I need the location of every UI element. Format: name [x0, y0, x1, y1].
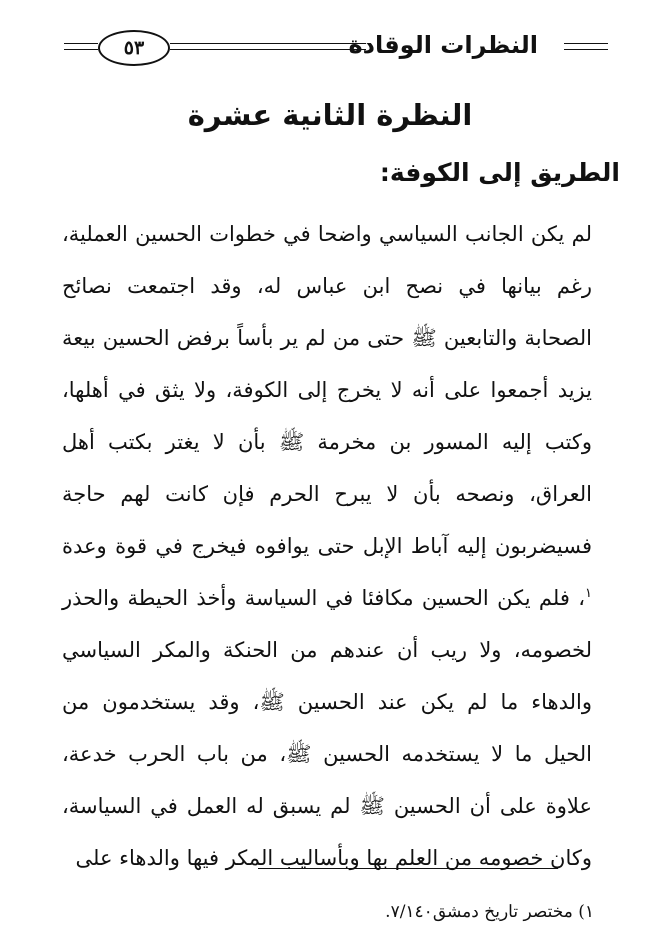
- running-header: [64, 28, 608, 70]
- body-line: يزيد أجمعوا على أنه لا يخرج إلى الكوفة، ولا يثق في أهلها،: [62, 378, 592, 402]
- section-title: الطريق إلى الكوفة:: [379, 158, 620, 187]
- body-line: لخصومه، ولا ريب أن عندهم من الحنكة والمكر السياسي: [62, 638, 592, 662]
- body-line: علاوة على أن الحسين ﷺ لم يسبق له العمل في السياسة،: [62, 794, 592, 818]
- body-line-text: ، فلم يكن الحسين مكافئا في السياسة وأخذ الحيطة والحذر: [62, 586, 586, 610]
- body-text: [62, 208, 592, 884]
- body-line: العراق، ونصحه بأن لا يبرح الحرم فإن كانت لهم حاجة: [62, 482, 592, 506]
- body-line: وكتب إليه المسور بن مخرمة ﷺ بأن لا يغتر بكتب أهل: [62, 430, 592, 454]
- header-rule: [564, 43, 608, 44]
- header-rule: [170, 43, 366, 44]
- footnote-reference[interactable]: ١: [585, 586, 592, 601]
- footnote-separator: [258, 868, 558, 869]
- body-line-with-footnote: [62, 572, 592, 624]
- body-line: والدهاء ما لم يكن عند الحسين ﷺ، وقد يستخدمون من: [62, 690, 592, 714]
- body-line: الصحابة والتابعين ﷺ حتى من لم ير بأساً برفض الحسين بيعة: [62, 326, 592, 350]
- footnote: ١) مختصر تاريخ دمشق٧/١٤٠.: [385, 902, 594, 922]
- body-line: الحيل ما لا يستخدمه الحسين ﷺ، من باب الحرب خدعة،: [62, 742, 592, 766]
- body-line: لم يكن الجانب السياسي واضحا في خطوات الحسين العملية،: [62, 222, 592, 246]
- header-rule: [170, 49, 366, 50]
- header-rule: [564, 49, 608, 50]
- body-line: رغم بيانها في نصح ابن عباس له، وقد اجتمعت نصائح: [62, 274, 592, 298]
- page-number: ٥٣: [98, 30, 170, 66]
- body-line: وكان خصومه من العلم بها وبأساليب المكر فيها والدهاء على: [75, 846, 592, 870]
- running-title: النظرات الوقادة: [348, 31, 538, 59]
- header-rule: [64, 49, 98, 50]
- header-rule: [64, 43, 98, 44]
- chapter-title: النظرة الثانية عشرة: [187, 98, 473, 132]
- body-line: فسيضربون إليه آباط الإبل حتى يوافوه فيخرج في قوة وعدة: [62, 534, 592, 558]
